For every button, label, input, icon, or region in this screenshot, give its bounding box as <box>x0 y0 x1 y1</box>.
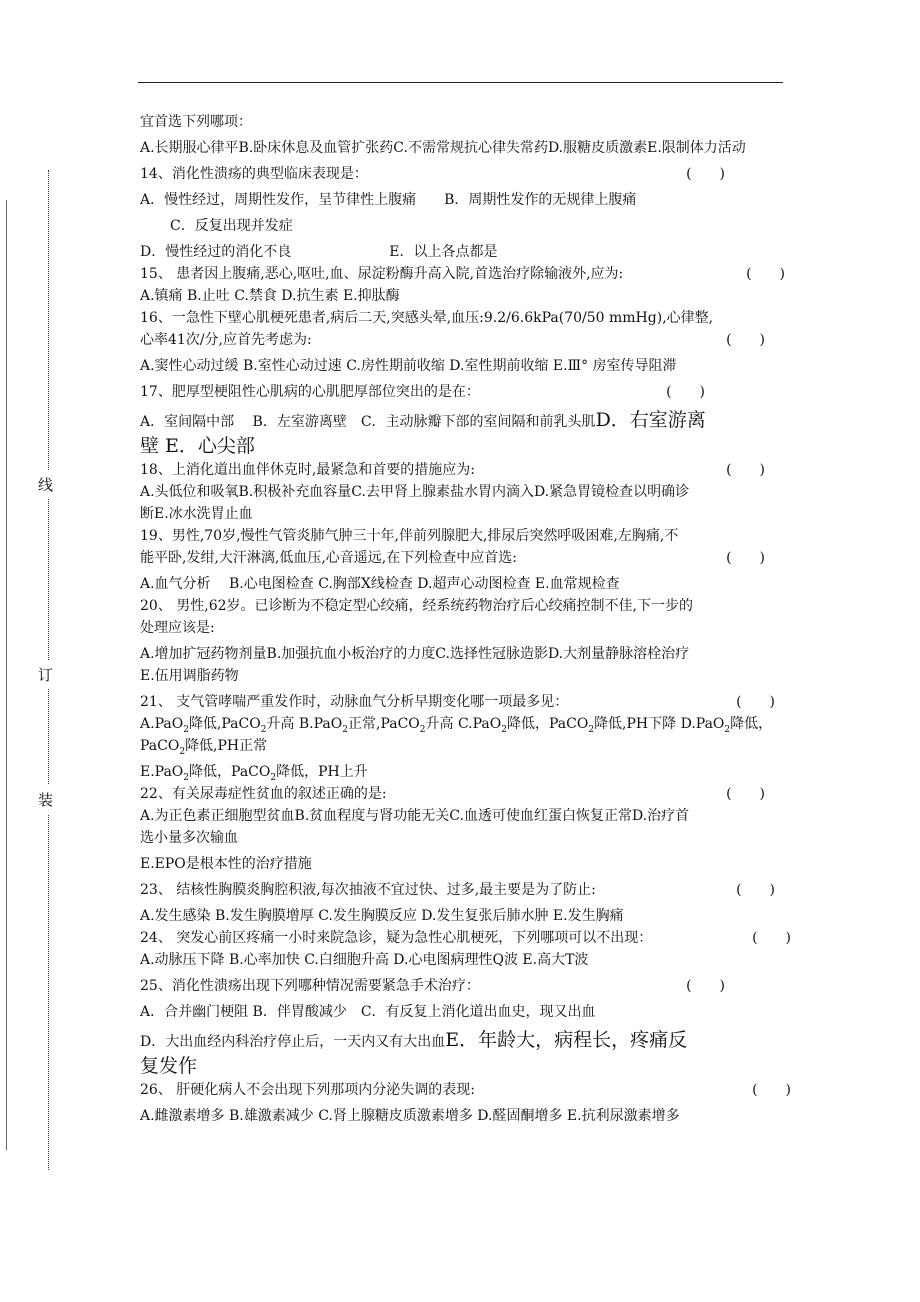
q14-stem <box>140 163 785 185</box>
q14-options-de: D．慢性经过的消化不良 E．以上各点都是 <box>140 244 498 260</box>
q20-options-1: A.增加扩冠药物剂量B.加强抗血小板治疗的力度C.选择性冠脉造影D.大剂量静脉溶栓治疗 <box>140 646 690 662</box>
q17-stem <box>140 381 785 403</box>
binding-margin <box>0 170 70 1170</box>
answer-paren: ( ) <box>746 266 785 282</box>
q17-options-small: A．室间隔中部 B．左室游离壁 C．主动脉瓣下部的室间隔和前乳头肌 <box>140 414 596 430</box>
q15-stem <box>140 263 785 285</box>
q17-options-2: 壁 E．心尖部 <box>140 435 255 457</box>
q17-options-1 <box>140 407 785 433</box>
q23-stem-text: 23、 结核性胸膜炎胸腔积液,每次抽液不宜过快、过多,最主要是为了防止: <box>140 882 596 898</box>
q13-stem-cont: 宜首选下列哪项： <box>140 114 252 130</box>
q21-options-1: A.PaO$_2$降低,PaCO$_2$升高 B.PaO$_2$正常,PaCO$_2$升高 C.PaO$_2$降低，PaCO$_2$降低,PH下降 D.PaO$_2$降低， <box>140 716 773 735</box>
q22-options-3: E.EPO是根本性的治疗措施 <box>140 856 312 872</box>
q19-stem-2-text: 能平卧,发绀,大汗淋漓,低血压,心音遥远,在下列检查中应首选: <box>140 550 517 566</box>
q18-options-2: 断E.冰水洗胃止血 <box>140 506 253 522</box>
q25-option-d: D．大出血经内科治疗停止后，一天内又有大出血 <box>140 1034 446 1050</box>
q24-stem <box>140 927 791 949</box>
q20-options-2: E.伍用调脂药物 <box>140 668 239 684</box>
q20-stem-2: 处理应该是: <box>140 620 215 636</box>
binding-char-mount: 装 <box>38 785 53 814</box>
binding-char-bind: 订 <box>38 660 53 689</box>
answer-paren: ( ) <box>726 550 765 566</box>
q26-options: A.雌激素增多 B.雄激素减少 C.肾上腺糖皮质激素增多 D.醛固酮增多 E.抗利尿激素增多 <box>140 1108 680 1124</box>
answer-paren: ( ) <box>666 384 705 400</box>
q22-stem <box>140 783 785 805</box>
answer-paren: ( ) <box>726 786 765 802</box>
answer-paren: ( ) <box>752 930 791 946</box>
q22-options-2: 选小量多次输血 <box>140 830 238 846</box>
q15-options: A.镇痛 B.止吐 C.禁食 D.抗生素 E.抑肽酶 <box>140 288 400 304</box>
q23-stem <box>140 879 785 901</box>
q16-stem-1: 16、一急性下壁心肌梗死患者,病后二天,突感头晕,血压:9.2/6.6kPa(70/50 mmHg),心律整, <box>140 310 714 326</box>
q13-options: A.长期服心律平B.卧床休息及血管扩张药C.不需常规抗心律失常药D.服糖皮质激素E.限制体力活动 <box>140 140 746 156</box>
q17-stem-text: 17、肥厚型梗阻性心肌病的心肌肥厚部位突出的是在： <box>140 384 480 400</box>
answer-paren: ( ) <box>686 166 725 182</box>
q25-stem-text: 25、消化性溃疡出现下列哪种情况需要紧急手术治疗： <box>140 978 480 994</box>
binding-char-line: 线 <box>38 470 53 499</box>
q21-options-2: PaCO$_2$降低,PH正常 <box>140 738 268 757</box>
q24-stem-text: 24、 突发心前区疼痛一小时来院急诊，疑为急性心肌梗死，下列哪项可以不出现： <box>140 930 653 946</box>
q16-stem-2 <box>140 329 785 351</box>
q16-stem-2-text: 心率41次/分,应首先考虑为: <box>140 332 312 348</box>
q21-options-3: E.PaO$_2$降低，PaCO$_2$降低，PH上升 <box>140 764 368 783</box>
binding-solid-line <box>6 200 7 1150</box>
answer-paren: ( ) <box>736 882 775 898</box>
q18-stem-text: 18、上消化道出血伴休克时,最紧急和首要的措施应为: <box>140 462 475 478</box>
q26-stem <box>140 1079 791 1101</box>
q23-options: A.发生感染 B.发生胸膜增厚 C.发生胸膜反应 D.发生复张后肺水肿 E.发生胸痛 <box>140 908 624 924</box>
q19-options: A.血气分析 B.心电图检查 C.胸部X线检查 D.超声心动图检查 E.血常规检查 <box>140 576 620 592</box>
answer-paren: ( ) <box>736 694 775 710</box>
header-rule <box>138 82 783 83</box>
q19-stem-1: 19、男性,70岁,慢性气管炎肺气肿三十年,伴前列腺肥大,排尿后突然呼吸困难,左胸痛,不 <box>140 528 679 544</box>
q22-options-1: A.为正色素正细胞型贫血B.贫血程度与肾功能无关C.血透可使血红蛋白恢复正常D.治疗首 <box>140 808 690 824</box>
q25-options-abc: A．合并幽门梗阻 B．伴胃酸减少 C．有反复上消化道出血史，现又出血 <box>140 1004 596 1020</box>
q14-options-ab: A．慢性经过，周期性发作，呈节律性上腹痛 B．周期性发作的无规律上腹痛 <box>140 192 637 208</box>
q17-options-big: D．右室游离 <box>595 409 706 431</box>
q18-stem <box>140 459 785 481</box>
q16-options: A.窦性心动过缓 B.室性心动过速 C.房性期前收缩 D.室性期前收缩 E.Ⅲ° 房室传导阻滞 <box>140 358 677 374</box>
q25-option-e-big: E．年龄大，病程长，疼痛反 <box>445 1029 688 1051</box>
question-list <box>140 111 791 1127</box>
q14-option-c: C．反复出现并发症 <box>170 218 293 234</box>
q25-options-e-cont: 复发作 <box>140 1055 198 1077</box>
q21-stem <box>140 691 785 713</box>
q25-stem <box>140 975 785 997</box>
q24-options: A.动脉压下降 B.心率加快 C.白细胞升高 D.心电图病理性Q波 E.高大T波 <box>140 952 589 968</box>
q14-stem-text: 14、消化性溃疡的典型临床表现是： <box>140 166 368 182</box>
q19-stem-2 <box>140 547 785 569</box>
answer-paren: ( ) <box>752 1082 791 1098</box>
q25-options-de <box>140 1027 785 1053</box>
q21-stem-text: 21、 支气管哮喘严重发作时，动脉血气分析早期变化哪一项最多见： <box>140 694 569 710</box>
q20-stem-1: 20、 男性,62岁。已诊断为不稳定型心绞痛，经系统药物治疗后心绞痛控制不佳,下一步的 <box>140 598 693 614</box>
q26-stem-text: 26、 肝硬化病人不会出现下列那项内分泌失调的表现: <box>140 1082 475 1098</box>
q18-options-1: A.头低位和吸氧B.积极补充血容量C.去甲肾上腺素盐水胃内滴入D.紧急胃镜检查以明确诊 <box>140 484 690 500</box>
answer-paren: ( ) <box>726 462 765 478</box>
answer-paren: ( ) <box>686 978 725 994</box>
q15-stem-text: 15、 患者因上腹痛,恶心,呕吐,血、尿淀粉酶升高入院,首选治疗除输液外,应为: <box>140 266 624 282</box>
q22-stem-text: 22、有关尿毒症性贫血的叙述正确的是: <box>140 786 387 802</box>
answer-paren: ( ) <box>726 332 765 348</box>
